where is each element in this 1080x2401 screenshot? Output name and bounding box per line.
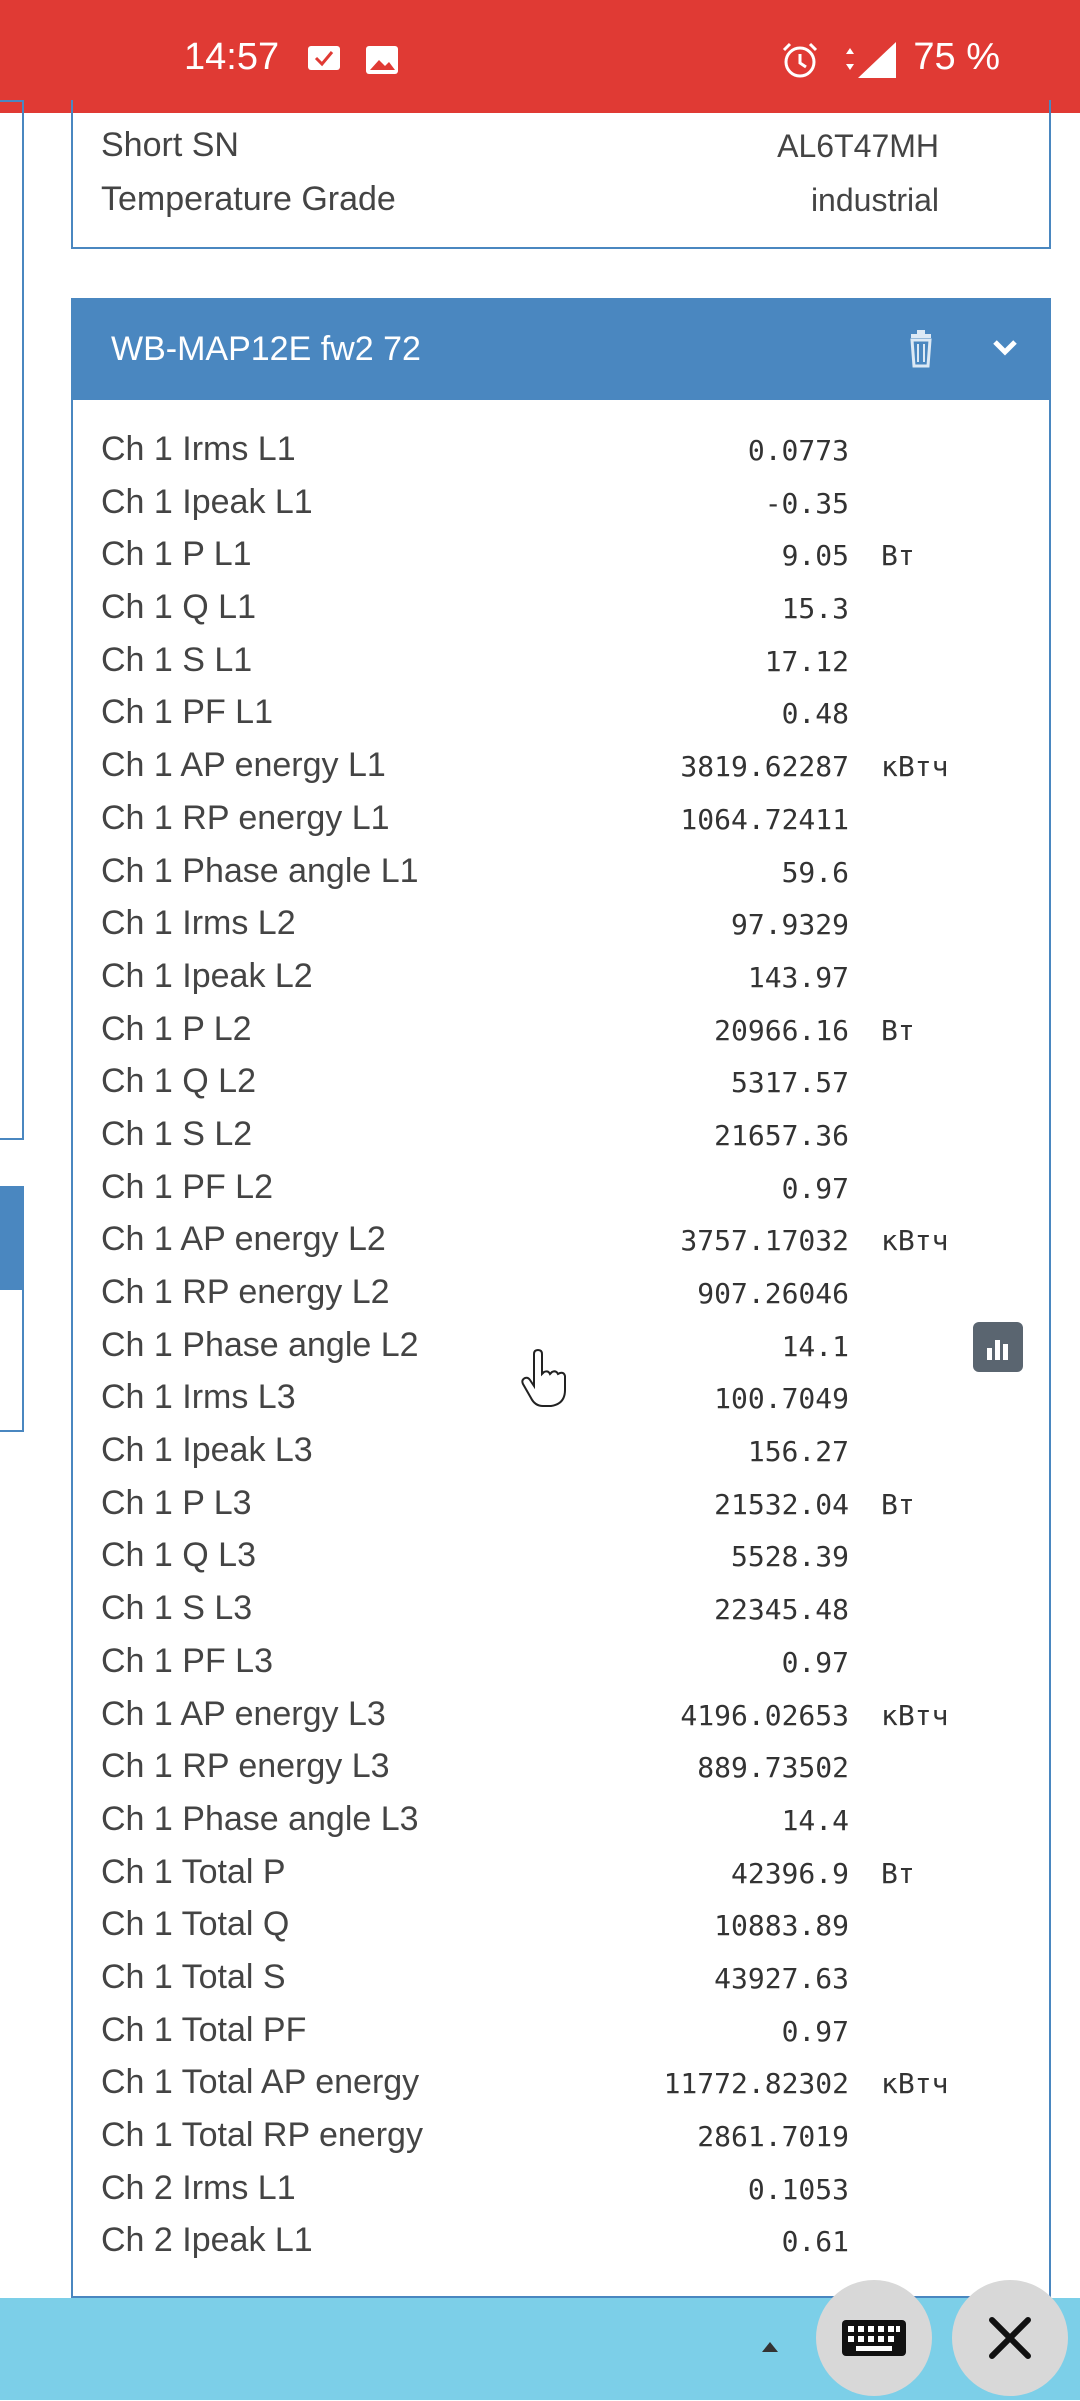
control-label: Ch 1 Irms L2: [101, 904, 296, 943]
control-value: 5317.57: [730, 1066, 849, 1100]
chevron-down-icon[interactable]: [983, 326, 1027, 370]
control-value: 20966.16: [714, 1013, 849, 1047]
control-value: 15.3: [781, 592, 849, 626]
control-value: 14.4: [781, 1803, 849, 1837]
close-icon: [952, 2280, 1068, 2396]
control-label: Ch 1 Total S: [101, 1957, 286, 1996]
control-row: [73, 793, 1049, 846]
control-label: Ch 1 Phase angle L1: [101, 851, 419, 890]
battery-level: 75 %: [913, 36, 1000, 78]
control-value: 3757.17032: [680, 1224, 849, 1258]
control-row: [73, 1636, 1049, 1689]
control-label: Ch 2 Irms L1: [101, 2168, 296, 2207]
screenshot-notification-icon: [306, 44, 342, 76]
control-row: [73, 1425, 1049, 1478]
close-button[interactable]: [952, 2280, 1068, 2396]
control-row: [73, 951, 1049, 1004]
control-label: Ch 1 S L3: [101, 1589, 253, 1628]
control-row: [73, 2215, 1049, 2268]
control-value: 42396.9: [730, 1856, 849, 1890]
control-value: 143.97: [747, 960, 849, 994]
control-label: Ch 1 Q L3: [101, 1536, 256, 1575]
control-label: Ch 1 Irms L3: [101, 1378, 296, 1417]
control-unit: Вт: [881, 1013, 915, 1047]
control-value: 0.97: [781, 2014, 849, 2048]
device-panel: [71, 298, 1051, 2298]
chart-button[interactable]: [973, 1322, 1023, 1372]
image-notification-icon: [364, 44, 400, 76]
info-label: Short SN: [101, 126, 239, 164]
control-unit: кВтч: [881, 1698, 949, 1732]
control-value: 907.26046: [697, 1277, 849, 1310]
control-label: Ch 1 Phase angle L2: [101, 1325, 419, 1364]
control-row: [73, 846, 1049, 899]
control-unit: Вт: [881, 1856, 915, 1890]
control-label: Ch 1 AP energy L1: [101, 746, 386, 785]
control-value: 0.97: [781, 1645, 849, 1679]
control-row: [73, 687, 1049, 740]
left-panel-edge: [0, 100, 24, 1140]
control-value: 14.1: [781, 1329, 849, 1363]
control-label: Ch 1 Ipeak L1: [101, 482, 313, 521]
control-label: Ch 1 RP energy L2: [101, 1273, 390, 1311]
control-row: [73, 1794, 1049, 1847]
control-row: [73, 1741, 1049, 1794]
left-panel-edge: [0, 1288, 24, 1432]
control-label: Ch 1 AP energy L3: [101, 1694, 386, 1733]
control-label: Ch 2 Ipeak L1: [101, 2221, 313, 2260]
control-value: 0.48: [781, 697, 849, 731]
control-row: [73, 529, 1049, 582]
control-unit: кВтч: [881, 750, 949, 784]
control-value: 100.7049: [714, 1382, 849, 1416]
status-bar: [0, 0, 1080, 113]
control-label: Ch 1 Total P: [101, 1852, 286, 1891]
control-row: [73, 898, 1049, 951]
control-label: Ch 1 Ipeak L2: [101, 956, 313, 995]
control-row: [73, 1952, 1049, 2005]
control-label: Ch 1 Total RP energy: [101, 2116, 423, 2154]
control-value: 1064.72411: [680, 802, 849, 836]
control-row: [73, 1056, 1049, 1109]
control-value: -0.35: [764, 486, 849, 520]
control-value: 156.27: [747, 1435, 849, 1469]
control-row: [73, 1109, 1049, 1162]
control-value: 43927.63: [714, 1961, 849, 1995]
control-row: [73, 2057, 1049, 2110]
control-row: [73, 1162, 1049, 1215]
control-row: [73, 424, 1049, 477]
control-row: [73, 1899, 1049, 1952]
control-unit: Вт: [881, 1487, 915, 1521]
control-label: Ch 1 Ipeak L3: [101, 1431, 313, 1470]
control-row: [73, 1214, 1049, 1267]
control-unit: кВтч: [881, 1224, 949, 1258]
alarm-icon: [780, 40, 820, 80]
control-label: Ch 1 P L3: [101, 1483, 252, 1522]
control-label: Ch 1 Total PF: [101, 2010, 307, 2049]
control-value: 0.1053: [747, 2172, 849, 2206]
control-value: 21532.04: [714, 1487, 849, 1521]
control-label: Ch 1 PF L3: [101, 1641, 273, 1680]
device-panel-title: WB-MAP12E fw2 72: [111, 330, 421, 368]
trash-icon[interactable]: [899, 326, 943, 370]
control-label: Ch 1 Irms L1: [101, 430, 296, 468]
control-row: [73, 477, 1049, 530]
control-value: 9.05: [781, 539, 849, 573]
control-value: 889.73502: [697, 1751, 849, 1785]
info-value: industrial: [810, 182, 939, 218]
left-panel-header-edge: [0, 1186, 24, 1288]
control-row: [73, 1004, 1049, 1057]
info-label: Temperature Grade: [101, 180, 396, 218]
control-label: Ch 1 Q L2: [101, 1062, 256, 1101]
control-row: [73, 2110, 1049, 2163]
control-row: [73, 1530, 1049, 1583]
control-value: 0.0773: [747, 434, 849, 467]
control-value: 17.12: [764, 644, 849, 678]
control-value: 97.9329: [730, 908, 849, 942]
control-value: 4196.02653: [680, 1698, 849, 1732]
control-row: [73, 582, 1049, 635]
control-value: 11772.82302: [663, 2067, 849, 2101]
control-row: [73, 1847, 1049, 1900]
control-label: Ch 1 Phase angle L3: [101, 1799, 419, 1838]
control-value: 5528.39: [730, 1540, 849, 1574]
control-unit: кВтч: [881, 2067, 949, 2101]
control-label: Ch 1 PF L2: [101, 1167, 273, 1206]
control-row: [73, 1478, 1049, 1531]
control-row: [73, 740, 1049, 793]
control-label: Ch 1 P L1: [101, 535, 252, 574]
control-label: Ch 1 PF L1: [101, 693, 273, 732]
control-value: 21657.36: [714, 1118, 849, 1152]
control-label: Ch 1 P L2: [101, 1009, 252, 1048]
control-label: Ch 1 S L2: [101, 1114, 253, 1153]
control-row: [73, 1267, 1049, 1320]
bar-chart-icon: [973, 1322, 1023, 1372]
control-row: [73, 1689, 1049, 1742]
device-controls-list: [73, 424, 1049, 2268]
control-value: 59.6: [781, 855, 849, 889]
status-time: 14:57: [184, 36, 280, 78]
control-label: Ch 1 Total Q: [101, 1905, 290, 1944]
control-value: 2861.7019: [697, 2120, 849, 2153]
control-value: 22345.48: [714, 1593, 849, 1627]
control-row: [73, 2163, 1049, 2216]
control-value: 3819.62287: [680, 750, 849, 784]
control-label: Ch 1 RP energy L3: [101, 1747, 390, 1786]
keyboard-icon: [816, 2280, 932, 2396]
info-value: AL6T47MH: [777, 128, 939, 164]
caret-up-icon[interactable]: [760, 2340, 780, 2354]
control-value: 0.61: [781, 2225, 849, 2259]
signal-icon: [838, 40, 898, 80]
control-label: Ch 1 RP energy L1: [101, 798, 390, 837]
device-info-panel: [71, 100, 1051, 249]
keyboard-button[interactable]: [816, 2280, 932, 2396]
device-panel-header[interactable]: [73, 300, 1049, 400]
control-value: 10883.89: [714, 1909, 849, 1943]
hand-cursor-icon: [520, 1348, 570, 1408]
control-label: Ch 1 Q L1: [101, 588, 256, 627]
control-row: [73, 635, 1049, 688]
control-label: Ch 1 AP energy L2: [101, 1220, 386, 1259]
control-label: Ch 1 Total AP energy: [101, 2063, 420, 2102]
control-row: [73, 1583, 1049, 1636]
control-row: [73, 2005, 1049, 2058]
control-label: Ch 1 S L1: [101, 640, 253, 679]
control-unit: Вт: [881, 539, 915, 573]
control-value: 0.97: [781, 1171, 849, 1205]
